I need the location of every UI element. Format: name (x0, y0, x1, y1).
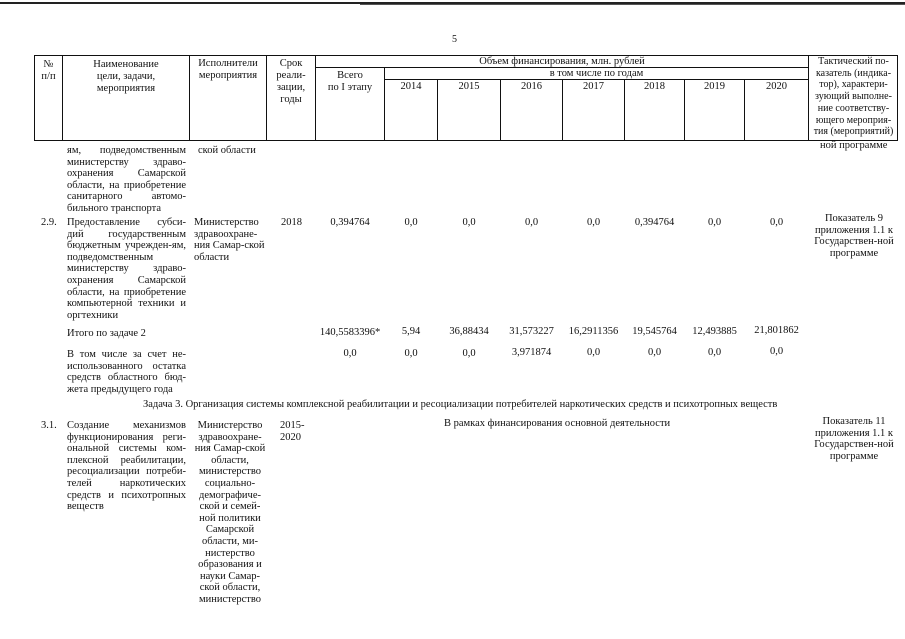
row-3-1-indicator: Показатель 11 приложения 1.1 к Государствен-ной программе (814, 416, 894, 462)
header-funding: Объем финансирования, млн. рублей (479, 56, 645, 67)
total-task2-2018: 19,545764 (632, 326, 677, 337)
scan-border-top-inner (360, 4, 905, 5)
incl-row-2015: 0,0 (462, 348, 476, 359)
incl-row-2019: 0,0 (707, 347, 722, 358)
task3-title: Задача 3. Организация системы комплексной реабилитации и ресоциализации потребителей наркотических средств и психотропных веществ (143, 399, 778, 410)
header-executors: Исполнители мероприятия (198, 58, 258, 81)
header-year-2014: 2014 (400, 81, 422, 92)
row-2-9-indicator: Показатель 9 приложения 1.1 к Государствен-ной программе (814, 213, 894, 259)
total-task2-2019: 12,493885 (692, 326, 737, 337)
row-3-1-term: 2015- 2020 (280, 420, 305, 443)
incl-row-2016: 3,971874 (511, 347, 552, 358)
incl-row-2018: 0,0 (647, 347, 662, 358)
row-3-1-num: 3.1. (41, 420, 57, 431)
row-2-9-num: 2.9. (41, 217, 57, 228)
header-by-years: в том числе по годам (549, 68, 644, 79)
header-year-2016: 2016 (521, 81, 542, 92)
total-task2-2016: 31,573227 (509, 326, 554, 337)
row-3-1-funding-note: В рамках финансирования основной деятельности (444, 418, 671, 429)
row-2-9-2015: 0,0 (462, 217, 476, 228)
incl-row-2017: 0,0 (586, 347, 601, 358)
header-year-2018: 2018 (644, 81, 665, 92)
row-2-9-2018: 0,394764 (634, 217, 675, 228)
total-task2-2017: 16,2911356 (568, 326, 619, 337)
header-num: № п/п (41, 59, 56, 82)
row-2-9-term: 2018 (281, 217, 302, 228)
total-task2-2020: 21,801862 (754, 325, 799, 336)
total-task2-label: Итого по задаче 2 (67, 328, 146, 339)
header-term: Срок реали- зации, годы (276, 58, 306, 105)
row-2-9-2019: 0,0 (707, 217, 722, 228)
table-header-bottom-border (34, 140, 898, 141)
incl-row-2014: 0,0 (404, 348, 418, 359)
row-3-1-name: Создание механизмов функционирования реги-ональной системы ком-плексной реабилитации, ресоциализации потреби-телей наркотических средств и психотропных веществ (67, 420, 186, 513)
row-2-9-2017: 0,0 (586, 217, 601, 228)
header-year-2017: 2017 (583, 81, 604, 92)
total-task2-2015: 36,88434 (449, 326, 489, 337)
cont-row-name: ям, подведомственным министерству здраво-охранения Самарской области, на приобретение санитарного автомо-бильного транспорта (67, 145, 186, 214)
header-year-2015: 2015 (458, 81, 480, 92)
incl-row-2020: 0,0 (769, 346, 784, 357)
header-year-2020: 2020 (766, 81, 787, 92)
cont-row-indicator: ной программе (820, 140, 888, 151)
row-2-9-2014: 0,0 (404, 217, 418, 228)
header-indicator: Тактический по- казатель (индика- тор), характери- зующий выполне- ние соответству- ющего мероприя- тия (мероприятий) (813, 56, 894, 138)
incl-row-total: 0,0 (343, 348, 357, 359)
header-total: Всего по I этапу (327, 70, 373, 93)
cont-row-executor: ской области (198, 145, 256, 156)
row-2-9-name: Предоставление субси-дий государственным бюджетным учрежден-ям, подведомственным министерству здраво-охранения Самарской области, на приобретение компьютерной техники и оргтехники (67, 217, 186, 321)
row-2-9-executor: Министерство здравоохране-ния Самар-ской области (194, 217, 265, 263)
row-3-1-executor: Министерство здравоохране-ния Самар-ской области, министерство социально-демографиче-ской и семей-ной политики Самарской области, ми-нистерство образования и науки Самар-ской области, министерство (194, 420, 266, 605)
page-number: 5 (452, 34, 457, 45)
row-2-9-2016: 0,0 (524, 217, 539, 228)
row-2-9-total: 0,394764 (330, 217, 370, 228)
total-task2-total: 140,5583396* (319, 327, 381, 338)
total-task2-2014: 5,94 (401, 326, 421, 337)
header-year-2019: 2019 (704, 81, 725, 92)
row-2-9-2020: 0,0 (769, 217, 784, 228)
header-name: Наименование цели, задачи, мероприятия (93, 59, 159, 94)
incl-row-label: В том числе за счет не-использованного остатка средств областного бюд-жета предыдущего года (67, 349, 186, 395)
